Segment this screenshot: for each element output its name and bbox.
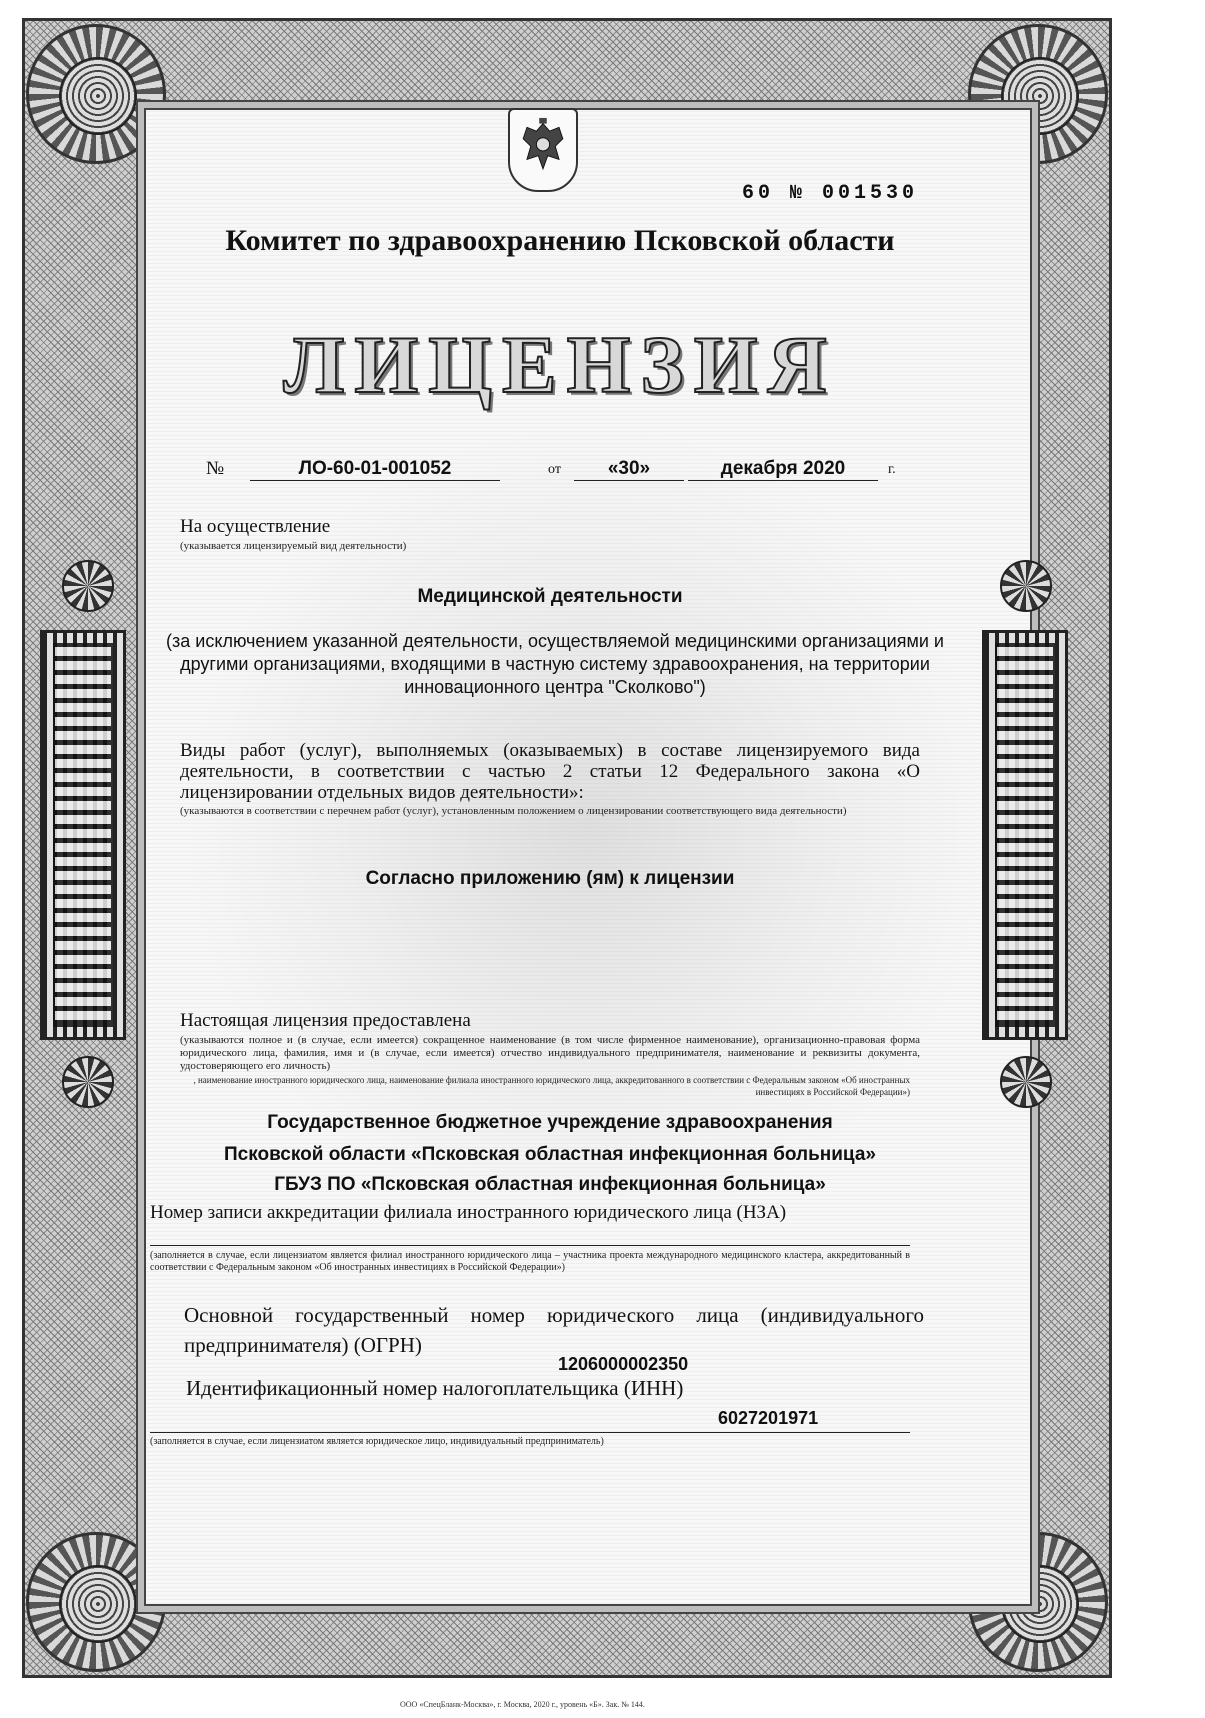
side-medallion (62, 1056, 114, 1108)
works-hint: (указываются в соответствии с перечнем работ (услуг), установленным положением о лицензировании соответствующего вида деятельности) (180, 805, 847, 817)
licensee-intro: Настоящая лицензия предоставлена (180, 1010, 471, 1031)
side-medallion (1000, 560, 1052, 612)
license-date-day: «30» (574, 458, 684, 481)
ogrn-label: Основной государственный номер юридического лица (индивидуального предпринимателя) (ОГРН) (184, 1303, 924, 1357)
licensee-name-line2: Псковской области «Псковская областная инфекционная больница» (224, 1144, 876, 1165)
license-number: ЛО-60-01-001052 (250, 458, 500, 481)
side-medallion (1000, 1056, 1052, 1108)
license-date-month-year: декабря 2020 (688, 458, 878, 481)
right-ornament-panel (982, 630, 1068, 1040)
inn-hint: (заполняется в случае, если лицензиатом является юридическое лицо, индивидуальный предприниматель) (150, 1436, 604, 1447)
nza-hint: (заполняется в случае, если лицензиатом является филиал иностранного юридического лица – участника проекта международного медицинского кластера, аккредитованный в соответствии с Федеральным законом «Об иностранных инвестициях в Российской Федерации») (150, 1250, 910, 1273)
side-medallion (62, 560, 114, 612)
activity-exclusion: (за исключением указанной деятельности, осуществляемой медицинскими организациями и другими организациями, входящими в частную систему здравоохранения, на территории инновационного центра "Сколково") (166, 631, 944, 697)
date-from-label: от (548, 462, 561, 477)
ogrn-value: 1206000002350 (558, 1354, 689, 1374)
licensee-hint-foreign: , наименование иностранного юридического лица, наименование филиала иностранного юридического лица, аккредитованного в соответствии с Федеральным законом «Об иностранных инвестициях в Российской Федерации») (193, 1075, 910, 1097)
inn-value: 6027201971 (718, 1408, 819, 1428)
double-headed-eagle-icon (510, 110, 576, 190)
left-ornament-panel (40, 630, 126, 1040)
inn-label: Идентификационный номер налогоплательщика (ИНН) (186, 1376, 684, 1400)
works-value: Согласно приложению (ям) к лицензии (365, 868, 735, 889)
coat-of-arms-emblem (508, 108, 578, 192)
number-label: № (206, 458, 225, 479)
printer-imprint: ООО «СпецБланк-Москва», г. Москва, 2020 г., уровень «Б». Зак. № 144. (400, 1700, 645, 1709)
registration-line (200, 458, 920, 484)
activity-intro-hint: (указывается лицензируемый вид деятельности) (180, 540, 407, 552)
activity-intro: На осуществление (180, 516, 331, 537)
nza-value-line (150, 1245, 910, 1246)
form-serial-number: 60 № 001530 (742, 182, 919, 205)
works-text: Виды работ (услуг), выполняемых (оказываемых) в составе лицензируемого вида деятельности, в соответствии с частью 2 статьи 12 Федерального закона «О лицензировании отдельных видов деятельности»: (180, 740, 920, 803)
nza-label: Номер записи аккредитации филиала иностранного юридического лица (НЗА) (150, 1202, 787, 1223)
issuing-authority: Комитет по здравоохранению Псковской области (225, 224, 895, 257)
licensee-short-name: ГБУЗ ПО «Псковская областная инфекционная больница» (274, 1174, 826, 1195)
inn-value-line (150, 1432, 910, 1433)
licensee-hint: (указываются полное и (в случае, если имеется) сокращенное наименование (в том числе фирменное наименование), организационно-правовая форма юридического лица, фамилия, имя и (в случае, если имеется) отчество индивидуального предпринимателя, наименование и реквизиты документа, удостоверяющего его личность) (180, 1034, 920, 1072)
activity-name: Медицинской деятельности (417, 586, 683, 607)
licensee-name-line1: Государственное бюджетное учреждение здравоохранения (267, 1112, 833, 1133)
document-title: ЛИЦЕНЗИЯ (283, 319, 837, 410)
date-suffix: г. (888, 462, 896, 477)
